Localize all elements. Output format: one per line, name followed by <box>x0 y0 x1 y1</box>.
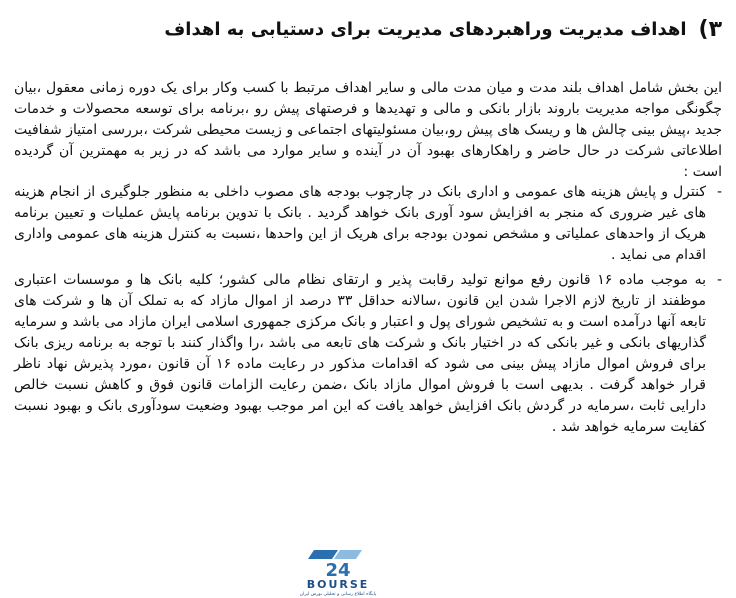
svg-text:پایگاه اطلاع رسانی و تحلیلی بو: پایگاه اطلاع رسانی و تحلیلی بورس ایران <box>299 592 377 596</box>
section-title: اهداف مدیریت وراهبردهای مدیریت برای دستیابی به اهداف <box>164 19 687 40</box>
bourse-watermark-logo <box>276 546 400 596</box>
svg-text:BOURSE: BOURSE <box>306 578 370 591</box>
bullet-text: به موجب ماده ۱۶ قانون رفع موانع تولید رقابت پذیر و ارتقای نظام مالی کشور؛ کلیه بانک ها و موسسات اعتباری موظفند از تاریخ لازم الاجرا شدن این قانون ،سالانه حداقل ۳۳ درصد از اموال مازاد که به تملک آن ها و شرکت های تابعه آنها درآمده است و به تشخیص شورای پول و اعتبار و بانک مرکزی جمهوری اسلامی ایران مازاد می باشد و سرمایه گذاریهای بانکی و غیر بانکی که در اختیار بانک و شرکت های تابعه می باشد ،را واگذار کنند با توجه به برنامه ریزی بانک برای فروش اموال مازاد پیش بینی می شود که اقدامات مذکور در رعایت ماده ۱۶ آن قانون ،مورد پذیرش نهاد ناظر قرار خواهد گرفت . بدیهی است با فروش اموال مازاد بانک ،ضمن رعایت الزامات قانون فوق و کاهش نسبت خالص دارایی ثابت ،سرمایه در گردش بانک افزایش خواهد یافت که این امر موجب بهبود وضعیت سودآوری بانک و بهبود نسبت کفایت سرمایه خواهد شد . <box>14 272 707 435</box>
bullet-marker: - <box>716 184 722 200</box>
bullet-item <box>0 182 736 266</box>
svg-text:24: 24 <box>325 560 351 581</box>
bullet-item <box>0 270 736 438</box>
bullet-marker: - <box>716 272 722 288</box>
bullet-text: کنترل و پایش هزینه های عمومی و اداری بانک در چارچوب بودجه های مصوب داخلی به منظور جلوگیری از انجام هزینه های غیر ضروری که منجر به افزایش سود آوری بانک خواهد گردید . بانک با تدوین برنامه پایش عملیات و تعیین برنامه هریک از واحدهای عملیاتی و مشخص نمودن بودجه برای هریک از این واحدها ،نسبت به کنترل هزینه های عمومی واداری اقدام می نماید . <box>14 184 706 263</box>
bullet-list <box>0 182 736 438</box>
intro-paragraph: این بخش شامل اهداف بلند مدت و میان مدت مالی و سایر اهداف مرتبط با کسب وکار برای یک دوره زمانی معقول ،بیان چگونگی مواجه مدیریت باروند بازار بانکی و مالی و تهدیدها و فرصتهای پیش رو ،برنامه برای توسعه محصولات و خدمات جدید ،پیش بینی چالش ها و ریسک های پیش رو،بیان مسئولیتهای اجتماعی و زیست محیطی شرکت ،بررسی امتیاز شفافیت اطلاعاتی شرکت در حال حاضر و راهکارهای بهبود آن در آینده و سایر موارد می باشد که در زیر به مهمترین آن گردیده است : <box>14 80 722 180</box>
section-number: ۳) <box>698 17 722 42</box>
section-heading <box>14 12 722 48</box>
